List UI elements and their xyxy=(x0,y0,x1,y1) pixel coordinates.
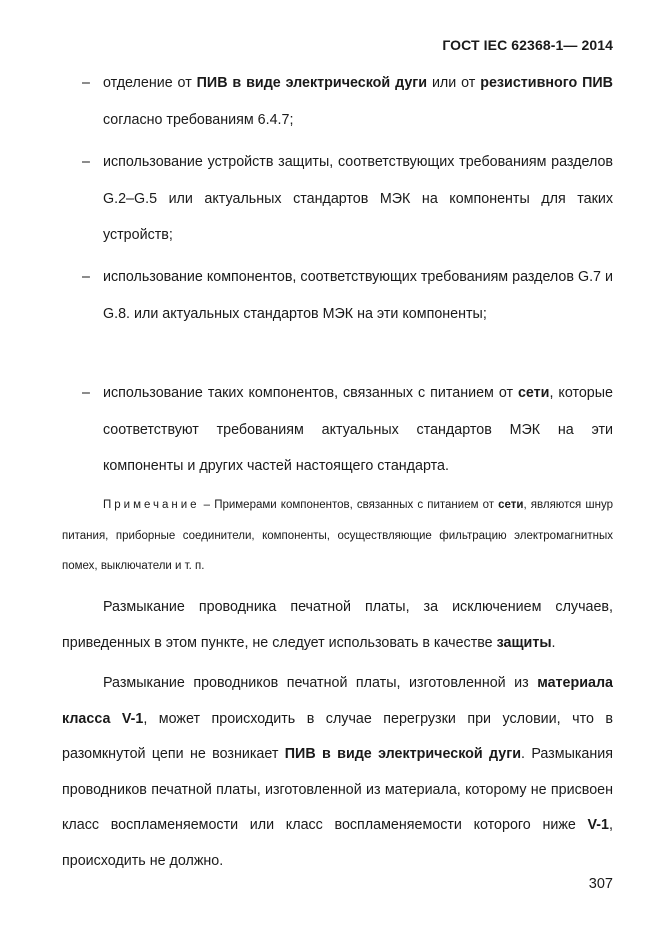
list-dash: – xyxy=(82,75,90,91)
term-bold: V-1 xyxy=(587,817,610,833)
paragraph: Размыкание проводников печатной платы, изготовленной из материала класса V-1, может происходить в случае перегрузки при условии, что в разомкнутой цепи не возникает ПИВ в виде электрической дуги. Размыкания проводников печатной платы, изготовленной из материала, которому не присвоен класс воспламеняемости или класс воспламеняемости которого ниже V-1, происходить не должно. xyxy=(62,675,613,869)
term-bold: сети xyxy=(517,385,550,401)
list-item xyxy=(62,375,613,485)
term-bold: резистивного ПИВ xyxy=(480,75,614,91)
term-bold: ПИВ в виде электрической дуги xyxy=(196,75,428,91)
list-dash: – xyxy=(82,154,90,170)
list-item-text: использование таких компонентов, связанных с питанием от сети, которые соответствуют требованиям актуальных стандартов МЭК на эти компоненты и других частей настоящего стандарта. xyxy=(103,385,613,474)
list-item-text: использование устройств защиты, соответствующих требованиям разделов G.2–G.5 или актуальных стандартов МЭК на компоненты для таких устройств; xyxy=(103,154,613,243)
document-header: ГОСТ IEC 62368-1— 2014 xyxy=(442,37,613,53)
term-bold: ПИВ в виде электрической дуги xyxy=(284,746,521,762)
list-item xyxy=(62,65,613,138)
term-bold: материала класса V-1 xyxy=(62,675,613,727)
list-dash: – xyxy=(82,269,90,285)
list-item xyxy=(62,144,613,254)
list-item xyxy=(62,259,613,332)
list-item-text: отделение от ПИВ в виде электрической дуги или от резистивного ПИВ согласно требованиям 6.4.7; xyxy=(103,75,614,128)
note-block: Примечание – Примерами компонентов, связанных с питанием от сети, являются шнур питания, приборные соединители, компоненты, осуществляющие фильтрацию электромагнитных помех, выключатели и т. п. xyxy=(62,499,613,572)
paragraph: Размыкание проводника печатной платы, за исключением случаев, приведенных в этом пункте, не следует использовать в качестве защиты. xyxy=(62,599,613,651)
page-number: 307 xyxy=(588,876,613,892)
note-label: Примечание xyxy=(103,499,200,511)
list-item-text: использование компонентов, соответствующих требованиям разделов G.7 и G.8. или актуальных стандартов МЭК на эти компоненты; xyxy=(103,269,613,322)
list-dash: – xyxy=(82,385,90,401)
term-bold: защиты xyxy=(496,634,552,651)
term-bold: сети xyxy=(498,499,524,511)
